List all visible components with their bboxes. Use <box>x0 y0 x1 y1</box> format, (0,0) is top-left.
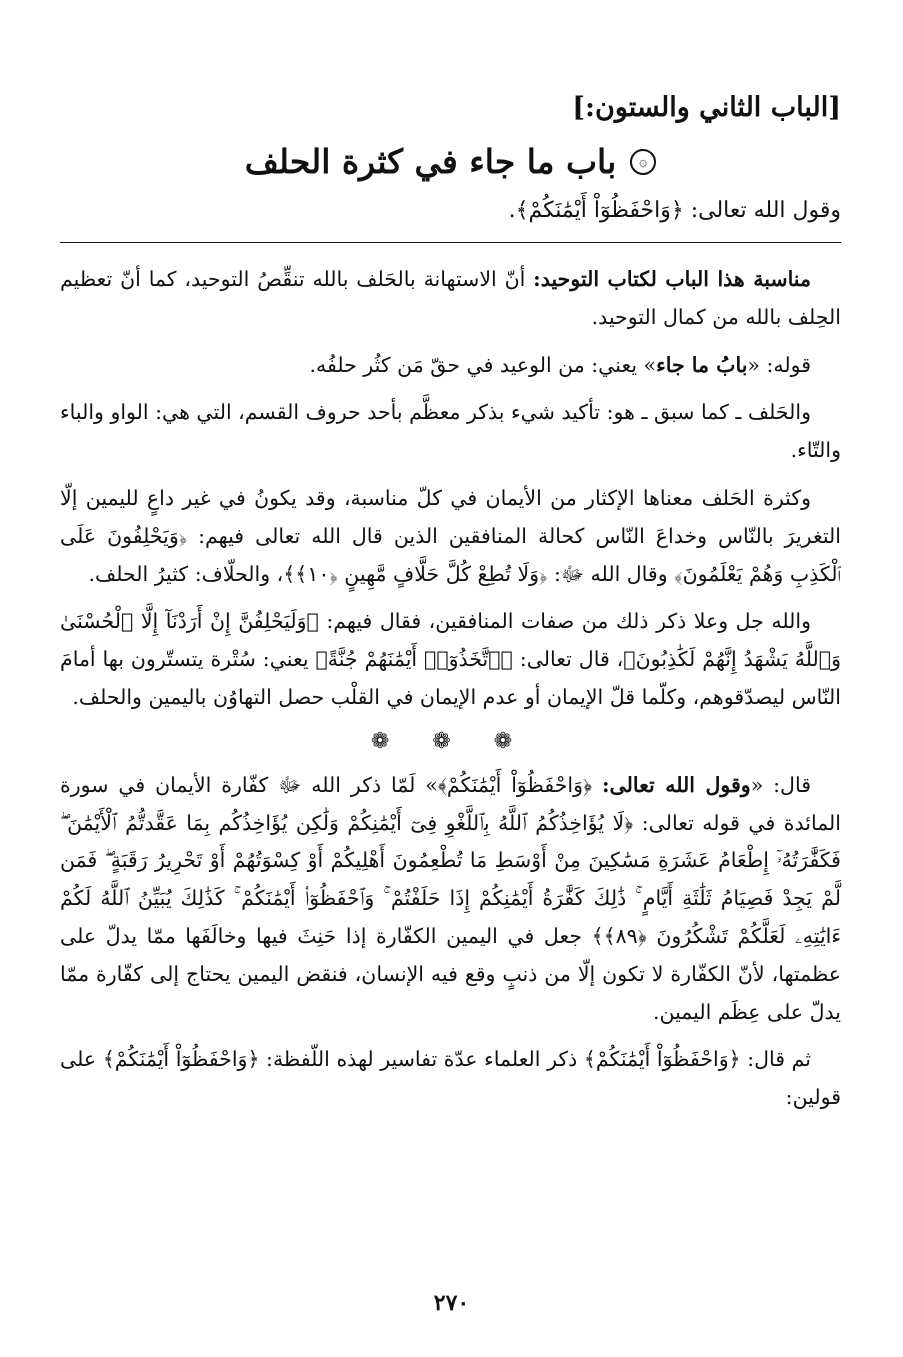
title-row <box>60 138 841 186</box>
page-title: باب ما جاء في كثرة الحلف <box>244 142 617 181</box>
paragraph-lead: بابُ ما جاء <box>656 352 748 377</box>
paragraph-prefix: قال: « <box>750 772 811 797</box>
paragraph-oath-definition: والحَلف ـ كما سبق ـ هو: تأكيد شيء بذكر معظَّم بأحد حروف القسم، التي هي: الواو والباء والتّاء. <box>60 400 841 463</box>
paragraph-expiation <box>60 767 841 1032</box>
title-verse-line: وقول الله تعالى: ﴿وَاحْفَظُوٓاْ أَيْمَٰنَكُمْ﴾. <box>508 198 841 223</box>
page-number: ٢٧٠ <box>433 1290 470 1316</box>
paragraph-text: » يعني: من الوعيد في حقّ مَن كثُر حلفُه. <box>309 352 657 377</box>
paragraph-hypocrites: والله جل وعلا ذكر ذلك من صفات المنافقين، فقال فيهم: ﴿وَلَيَحْلِفُنَّ إِنْ أَرَدْنَآ إِلَّا ٱلْحُسْنَىٰ وَٱللَّهُ يَشْهَدُ إِنَّهُمْ لَكَٰذِبُونَ﴾، قال تعالى: ﴿ٱتَّخَذُوٓا۟ أَيْمَٰنَهُمْ جُنَّةً﴾ يعني: سُتْرة يتستّرون بها أمامَ النّاس ليصدّقوهم، وكلّما قلّ الإيمان أو عدم الإيمان في القلْب حصل التهاوُن باليمين والحلف. <box>60 609 841 709</box>
paragraph-lead: مناسبة هذا الباب لكتاب التوحيد: <box>533 267 811 291</box>
chapter-label: [الباب الثاني والستون:] <box>572 92 841 123</box>
divider <box>60 242 841 243</box>
section-separator: ❁ ❁ ❁ <box>370 728 531 754</box>
paragraph-text: أنّ الاستهانة بالحَلف بالله تنقِّصُ التوحيد، كما أنّ تعظيم الحِلف بالله من كمال التوحيد. <box>60 267 841 329</box>
paragraph-prefix: قوله: « <box>747 352 811 377</box>
paragraph-chapter-meaning <box>60 347 841 385</box>
paragraph-interpretations: ثم قال: ﴿وَاحْفَظُوٓاْ أَيْمَٰنَكُمْ﴾ ذكر العلماء عدّة تفاسير لهذه اللّفظة: ﴿وَاحْفَظُوٓاْ أَيْمَٰنَكُمْ﴾ على قولين: <box>60 1047 841 1110</box>
paragraph-lead: وقول الله تعالى: <box>601 772 751 797</box>
paragraph-relevance <box>60 261 841 337</box>
paragraph-text: ﴿وَاحْفَظُوٓاْ أَيْمَٰنَكُمْ﴾» لَمّا ذكر الله ﷻ كفّارة الأيمان في سورة المائدة في قوله تعالى: ﴿لَا يُؤَاخِذُكُمُ ٱللَّهُ بِٱللَّغْوِ فِىٓ أَيْمَٰنِكُمْ وَلَٰكِن يُؤَاخِذُكُم بِمَا عَقَّدتُّمُ ٱلْأَيْمَٰنَ ۖ فَكَفَّٰرَتُهُۥٓ إِطْعَامُ عَشَرَةِ مَسَٰكِينَ مِنْ أَوْسَطِ مَا تُطْعِمُونَ أَهْلِيكُمْ أَوْ كِسْوَتُهُمْ أَوْ تَحْرِيرُ رَقَبَةٍ ۖ فَمَن لَّمْ يَجِدْ فَصِيَامُ ثَلَٰثَةِ أَيَّامٍ ۚ ذَٰلِكَ كَفَّٰرَةُ أَيْمَٰنِكُمْ إِذَا حَلَفْتُمْ ۚ وَٱحْفَظُوٓا۟ أَيْمَٰنَكُمْ ۚ كَذَٰلِكَ يُبَيِّنُ ٱللَّهُ لَكُمْ ءَايَٰتِهِۦ لَعَلَّكُمْ تَشْكُرُونَ ﴿٨٩﴾﴾ جعل في اليمين الكفّارة إذا حَنِثَ فيها وخالَفَها ممّا يدلّ على عظمتها، لأنّ الكفّارة لا تكون إلّا من ذنبٍ وقع فيه الإنسان، فنقض اليمين يحتاج إلى كفّارة ممّا يدلّ على عِظَم اليمين. <box>60 772 841 1024</box>
paragraph-frequent-swearing: وكثرة الحَلف معناها الإكثار من الأيمان في كلّ مناسبة، وقد يكونُ في غير داعٍ لليمين إلّا التغريرَ بالنّاس وخداعَ النّاس كحالة المنافقين الذين قال الله تعالى فيهم: ﴿وَيَحْلِفُونَ عَلَى ٱلْكَذِبِ وَهُمْ يَعْلَمُونَ﴾ وقال الله ﷻ: ﴿وَلَا تُطِعْ كُلَّ حَلَّافٍ مَّهِينٍ ﴿١٠﴾﴾، والحلّاف: كثيرُ الحلف. <box>60 485 841 586</box>
ornament-icon: ۞ <box>630 149 656 175</box>
